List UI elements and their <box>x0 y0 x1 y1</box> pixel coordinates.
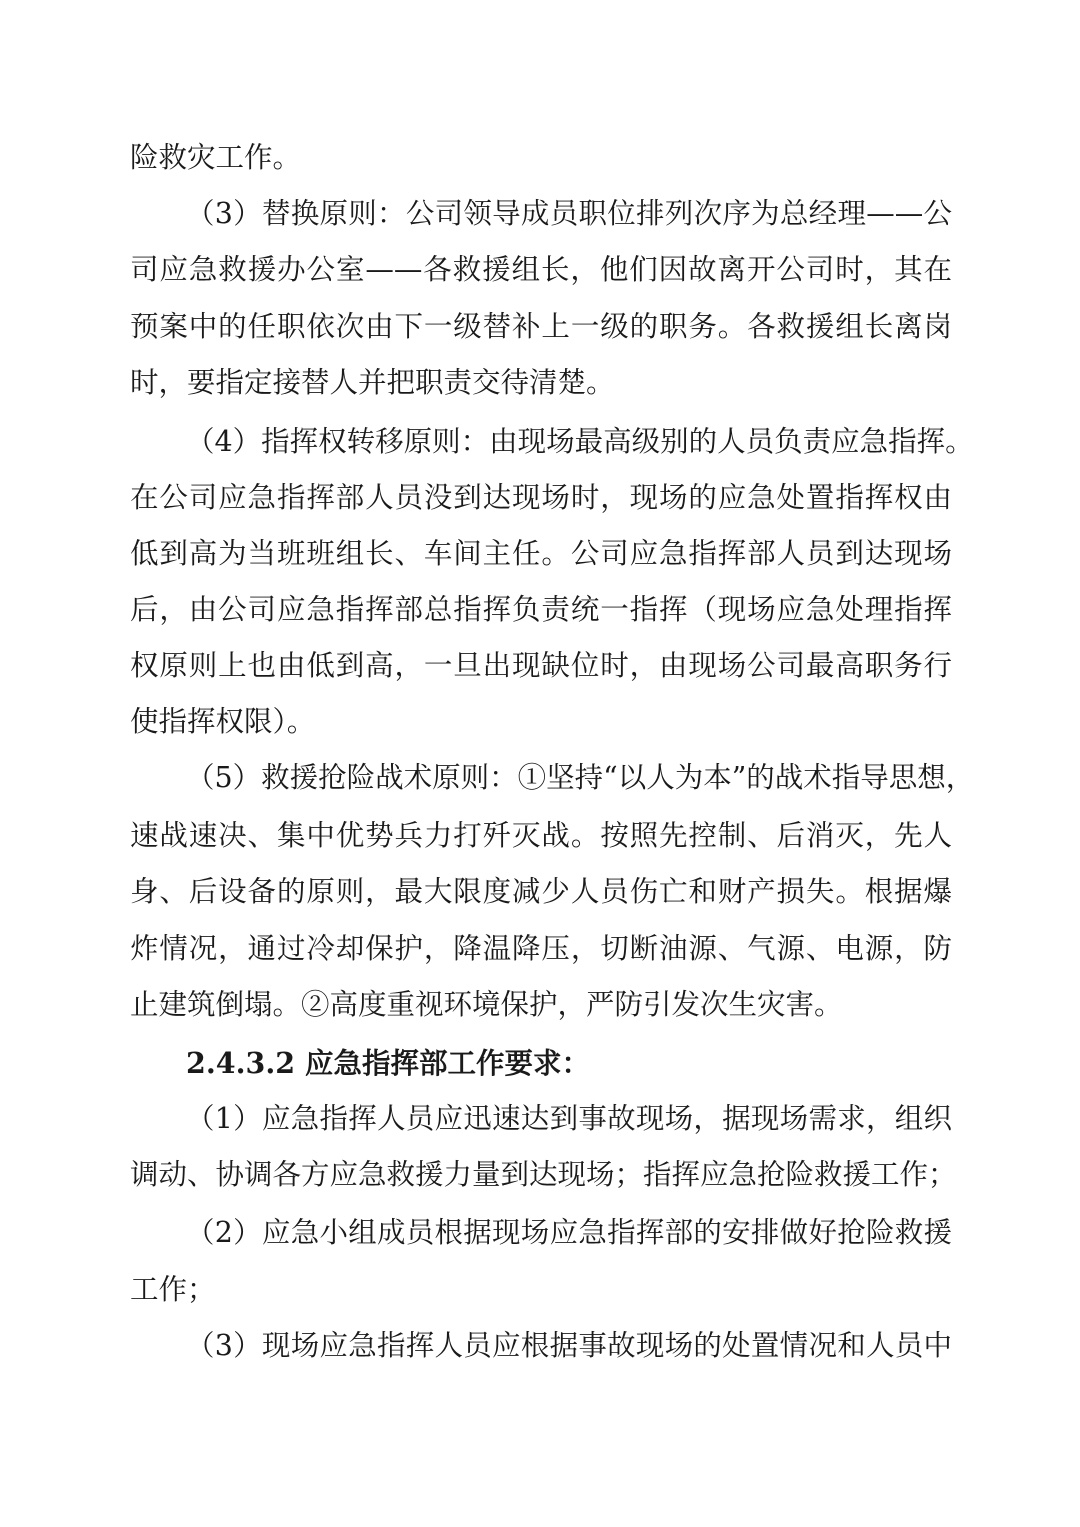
section-heading: 2.4.3.2 应急指挥部工作要求： <box>186 1046 591 1080</box>
text-line: 司应急救援办公室——各救援组长，他们因故离开公司时，其在 <box>130 253 952 286</box>
text-line: 使指挥权限）。 <box>130 705 316 738</box>
text-line: 调动、协调各方应急救援力量到达现场；指挥应急抢险救援工作； <box>130 1158 957 1191</box>
text-line: 炸情况，通过冷却保护，降温降压，切断油源、气源、电源，防 <box>130 932 952 965</box>
text-line: 时，要指定接替人并把职责交待清楚。 <box>130 366 615 399</box>
text-line: 后，由公司应急指挥部总指挥负责统一指挥（现场应急处理指挥 <box>130 593 952 626</box>
text-line: （2）应急小组成员根据现场应急指挥部的安排做好抢险救援 <box>186 1216 952 1249</box>
text-line: 速战速决、集中优势兵力打歼灭战。按照先控制、后消灭，先人 <box>130 819 952 852</box>
text-line: 止建筑倒塌。②高度重视环境保护，严防引发次生灾害。 <box>130 988 843 1021</box>
text-line: 低到高为当班班组长、车间主任。公司应急指挥部人员到达现场 <box>130 537 952 570</box>
text-line: 险救灾工作。 <box>130 141 302 174</box>
text-line: 身、后设备的原则，最大限度减少人员伤亡和财产损失。根据爆 <box>130 875 952 908</box>
text-line: 在公司应急指挥部人员没到达现场时，现场的应急处置指挥权由 <box>130 481 952 514</box>
text-line: （5）救援抢险战术原则：①坚持“以人为本”的战术指导思想， <box>186 761 975 794</box>
text-line: （1）应急指挥人员应迅速达到事故现场，据现场需求，组织 <box>186 1102 952 1135</box>
text-line: 预案中的任职依次由下一级替补上一级的职务。各救援组长离岗 <box>130 310 952 343</box>
text-line: （3）替换原则：公司领导成员职位排列次序为总经理——公 <box>186 197 952 230</box>
text-line: （4）指挥权转移原则：由现场最高级别的人员负责应急指挥。 <box>186 425 974 458</box>
text-line: （3）现场应急指挥人员应根据事故现场的处置情况和人员中 <box>186 1329 952 1362</box>
text-line: 权原则上也由低到高，一旦出现缺位时，由现场公司最高职务行 <box>130 649 952 682</box>
text-line: 工作； <box>130 1273 216 1306</box>
